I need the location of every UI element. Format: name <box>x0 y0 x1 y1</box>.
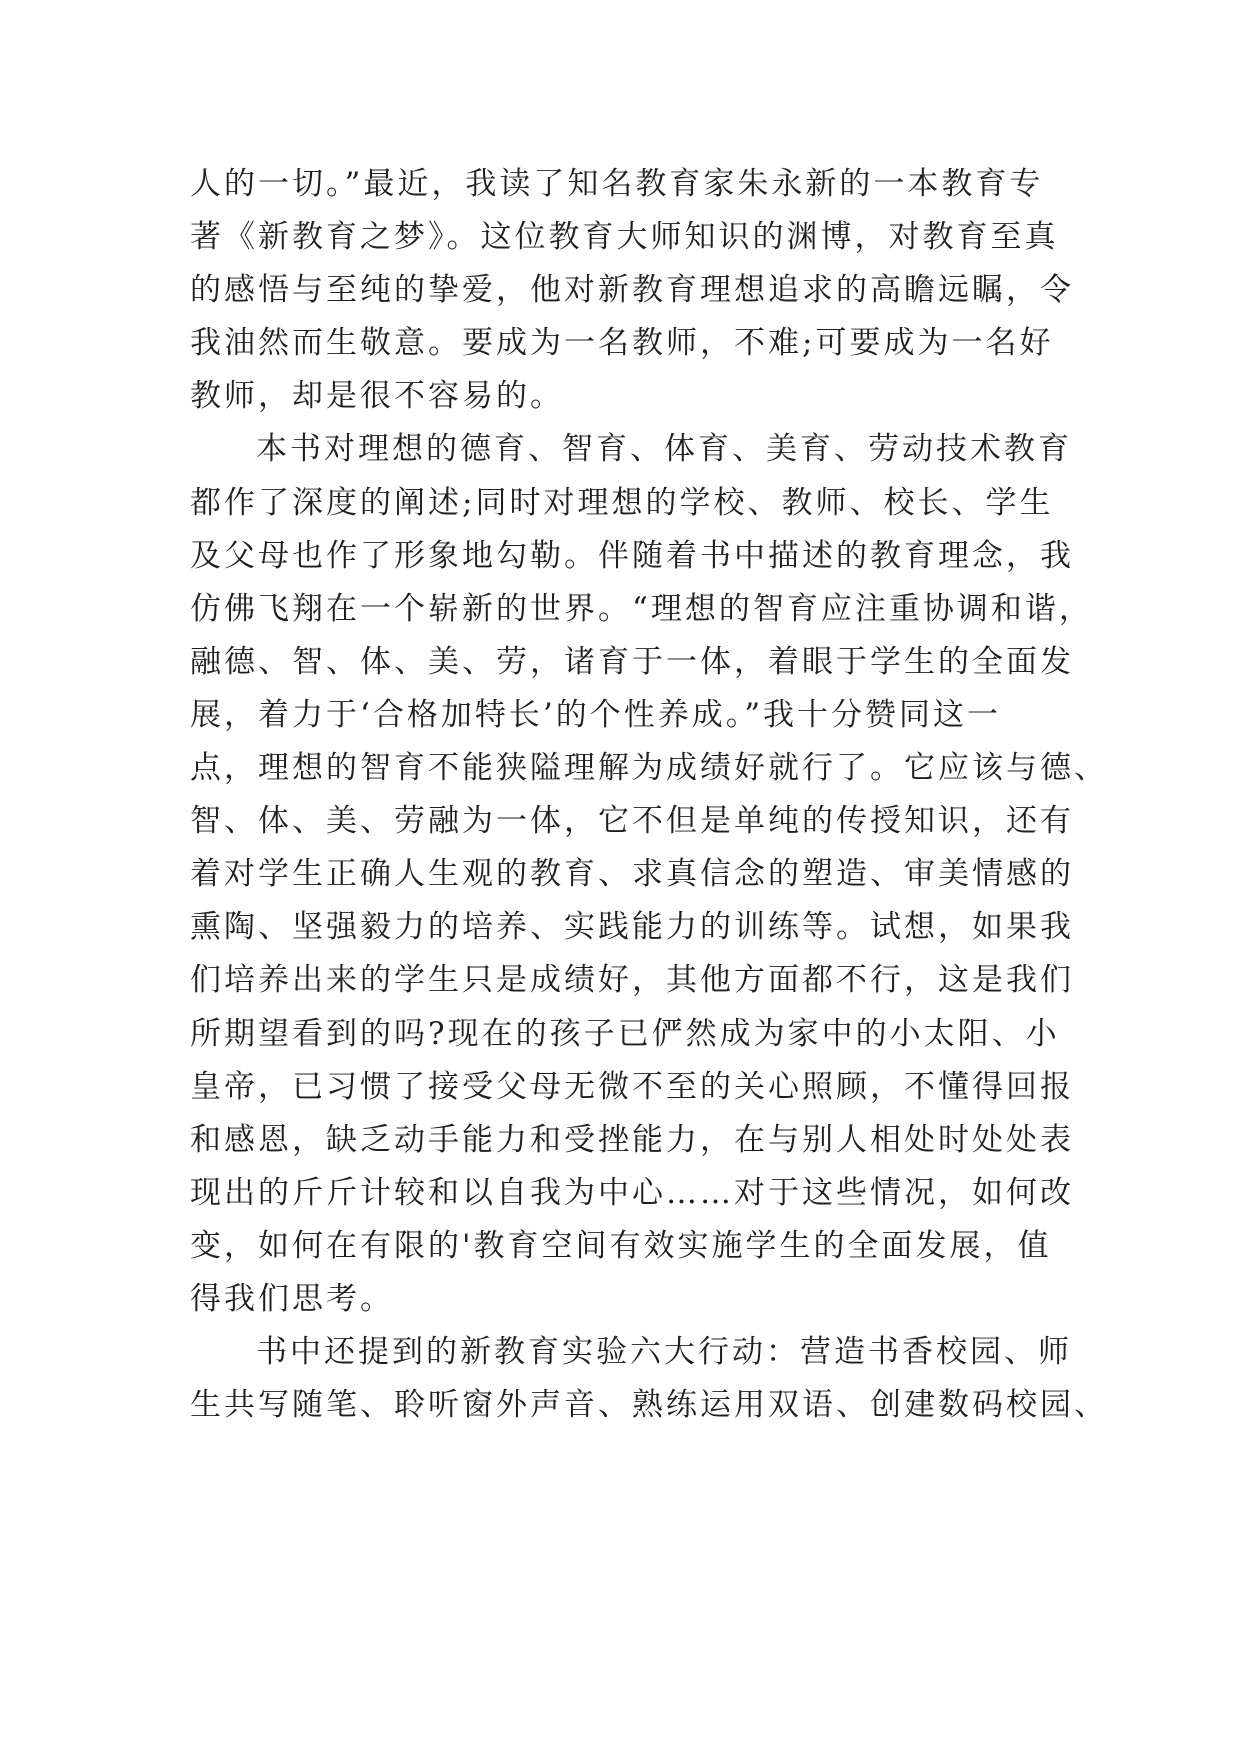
text-line: 人的一切。”最近，我读了知名教育家朱永新的一本教育专 <box>190 166 1044 202</box>
text-line: 变，如何在有限的'教育空间有效实施学生的全面发展，值 <box>190 1227 1052 1264</box>
text-line: 点，理想的智育不能狭隘理解为成绩好就行了。它应该与德、 <box>190 750 1108 787</box>
paragraph <box>190 1326 1108 1432</box>
text-line: 都作了深度的阐述;同时对理想的学校、教师、校长、学生 <box>190 484 1054 521</box>
text-line: 皇帝，已习惯了接受父母无微不至的关心照顾，不懂得回报 <box>190 1068 1074 1105</box>
text-line: 得我们思考。 <box>190 1280 394 1317</box>
text-line: 所期望看到的吗?现在的孩子已俨然成为家中的小太阳、小 <box>190 1015 1060 1052</box>
text-line: 仿佛飞翔在一个崭新的世界。“理想的智育应注重协调和谐， <box>190 590 1093 627</box>
text-line: 本书对理想的德育、智育、体育、美育、劳动技术教育 <box>256 431 1072 468</box>
text-line: 们培养出来的学生只是成绩好，其他方面都不行，这是我们 <box>190 962 1074 999</box>
text-line: 教师，却是很不容易的。 <box>190 378 564 415</box>
paragraph <box>190 423 1108 1326</box>
text-line: 融德、智、体、美、劳，诸育于一体，着眼于学生的全面发 <box>190 643 1074 680</box>
text-line: 及父母也作了形象地勾勒。伴随着书中描述的教育理念，我 <box>190 537 1074 574</box>
text-line: 智、体、美、劳融为一体，它不但是单纯的传授知识，还有 <box>190 803 1074 840</box>
text-line: 着对学生正确人生观的教育、求真信念的塑造、审美情感的 <box>190 856 1074 893</box>
text-line: 我油然而生敬意。要成为一名教师，不难;可要成为一名好 <box>190 325 1054 362</box>
text-line: 现出的斤斤计较和以自我为中心……对于这些情况，如何改 <box>190 1174 1074 1211</box>
text-line: 熏陶、坚强毅力的培养、实践能力的训练等。试想，如果我 <box>190 909 1074 946</box>
text-line: 生共写随笔、聆听窗外声音、熟练运用双语、创建数码校园、 <box>190 1387 1108 1424</box>
text-line: 书中还提到的新教育实验六大行动：营造书香校园、师 <box>256 1334 1072 1371</box>
paragraph <box>190 158 1074 423</box>
text-line: 的感悟与至纯的挚爱，他对新教育理想追求的高瞻远瞩，令 <box>190 272 1074 309</box>
text-line: 展，着力于‘合格加特长’的个性养成。”我十分赞同这一 <box>190 696 1002 733</box>
text-line: 著《新教育之梦》。这位教育大师知识的渊博，对教育至真 <box>190 219 1059 256</box>
body-text <box>190 158 1108 1432</box>
text-line: 和感恩，缺乏动手能力和受挫能力，在与别人相处时处处表 <box>190 1121 1074 1158</box>
